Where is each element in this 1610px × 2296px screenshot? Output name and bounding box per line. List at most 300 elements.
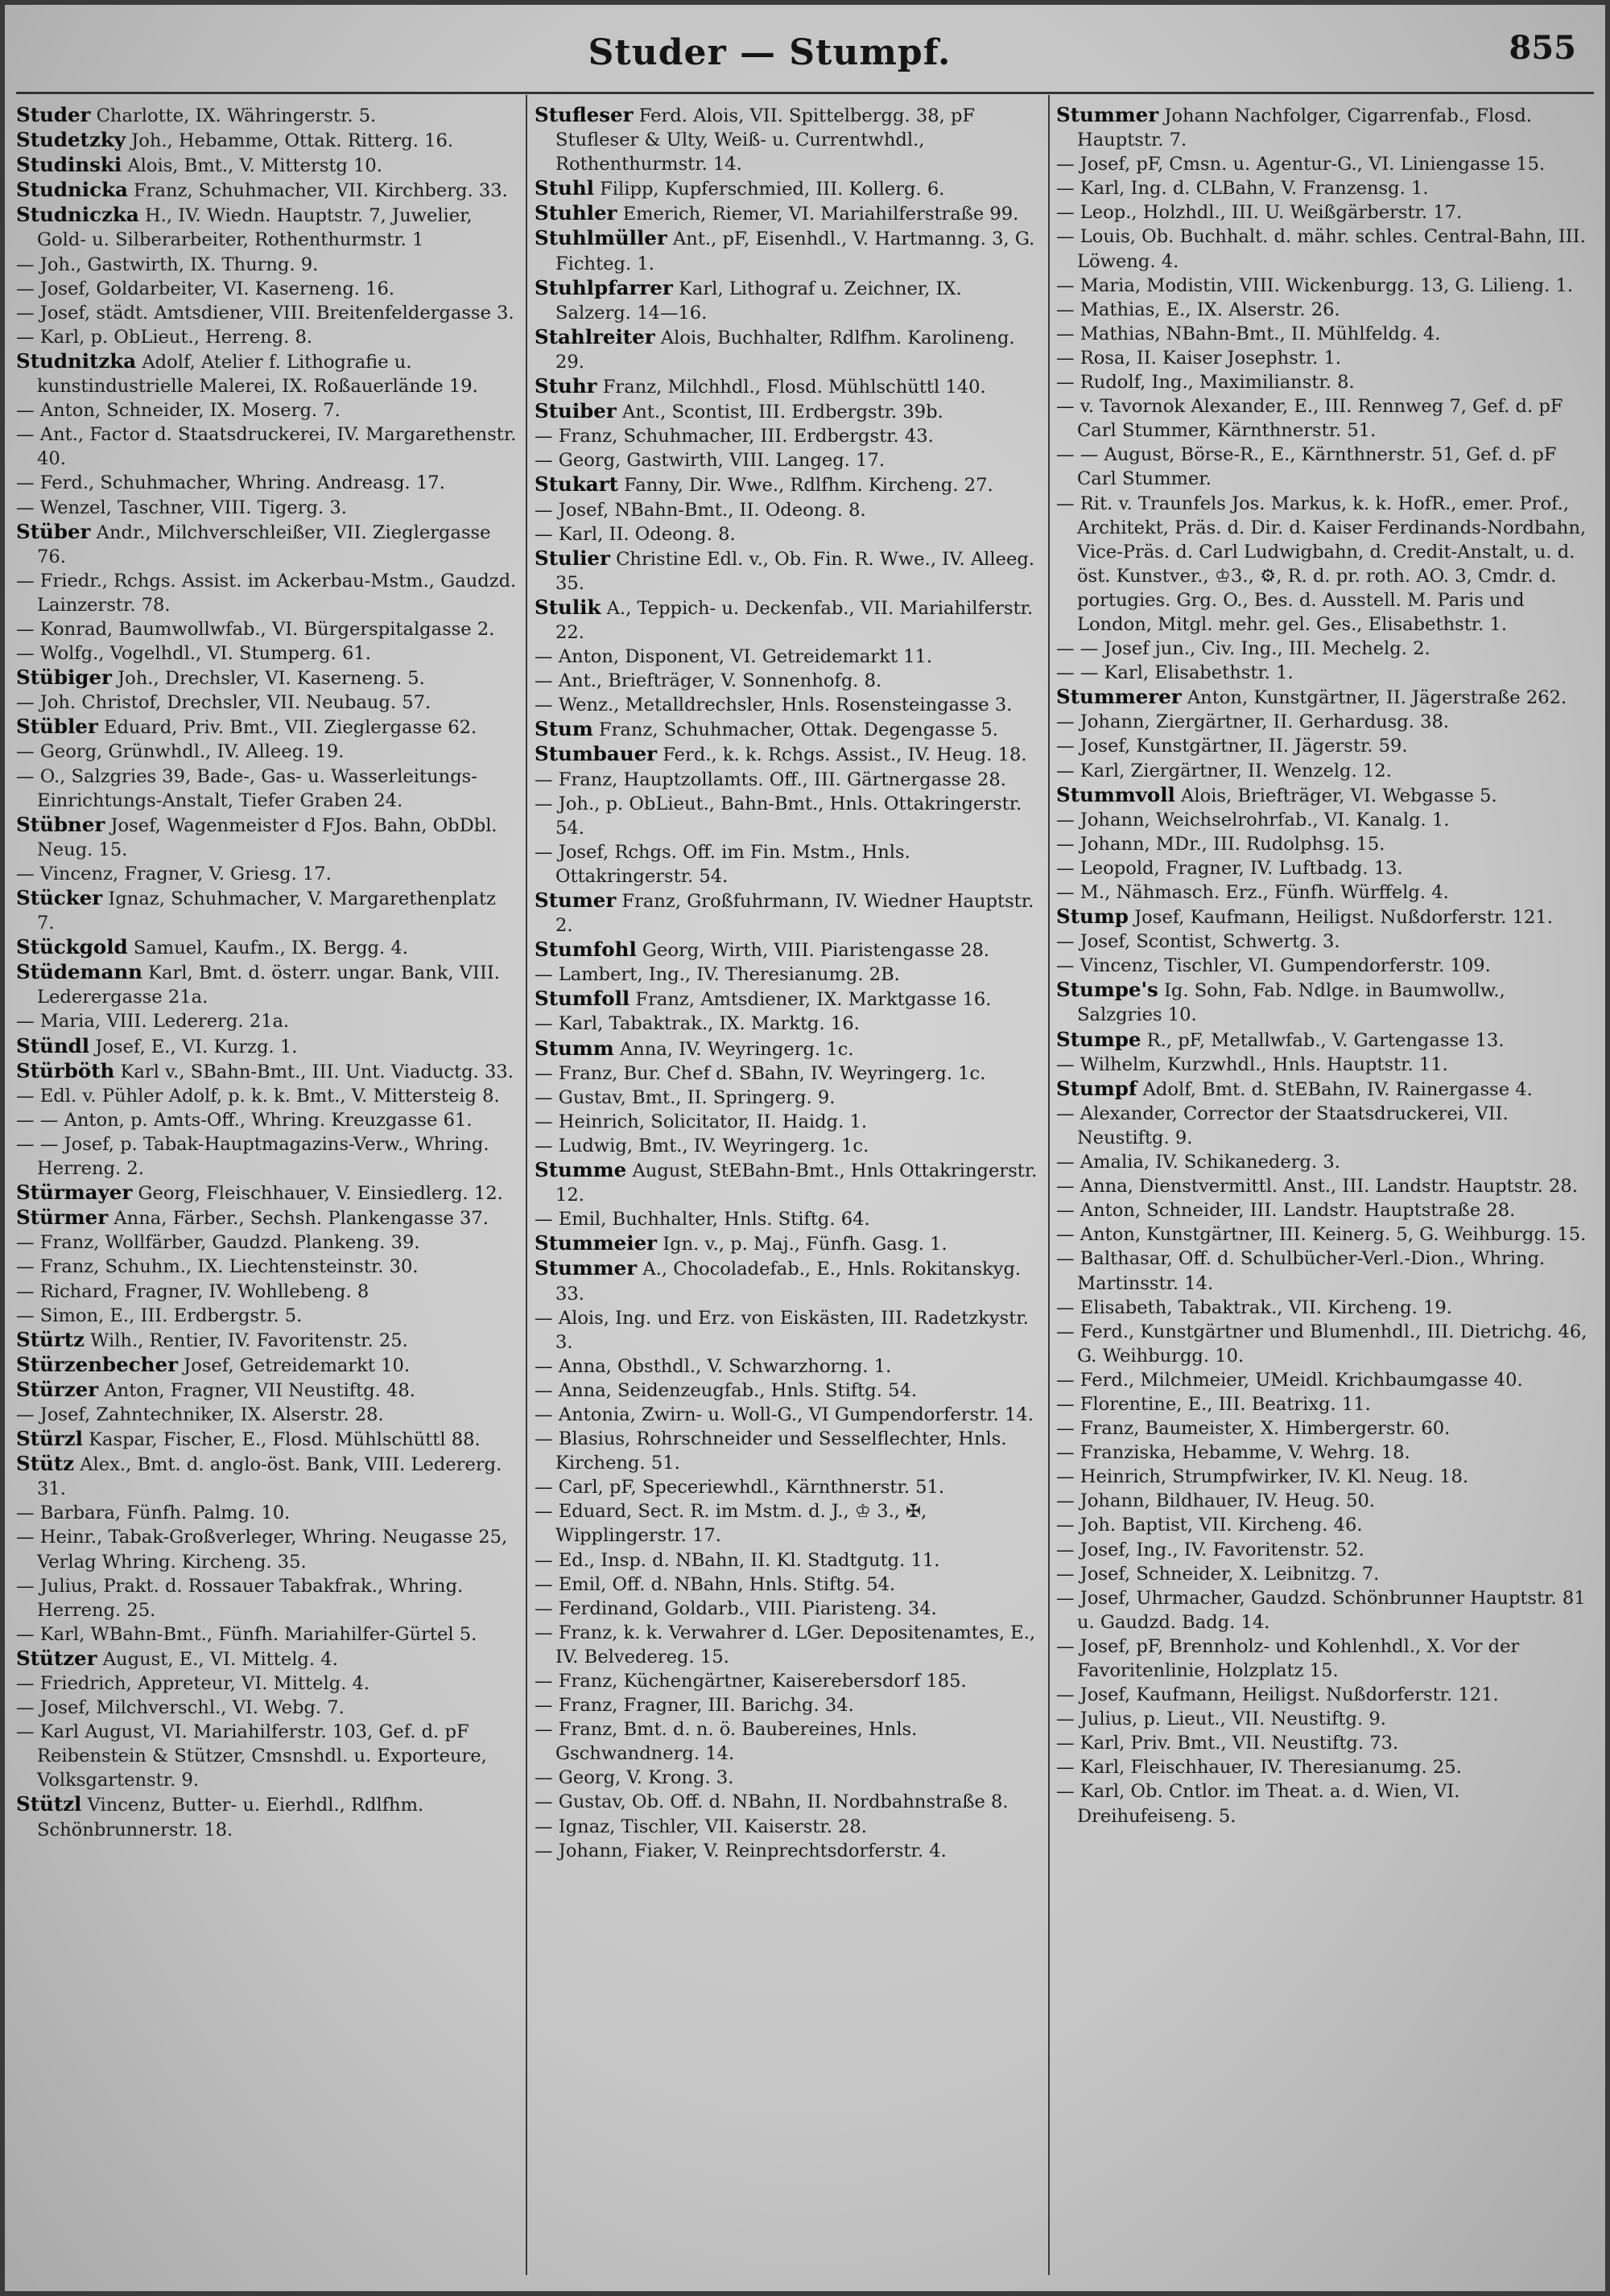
directory-entry — [1056, 1416, 1592, 1441]
directory-entry — [535, 1669, 1040, 1693]
directory-entry — [1056, 1053, 1592, 1077]
entry-details: Christine Edl. v., Ob. Fin. R. Wwe., IV. Alleeg. 35. — [555, 548, 1034, 594]
entry-details: — Joh. Baptist, VII. Kircheng. 46. — [1056, 1515, 1363, 1536]
directory-entry — [1056, 1683, 1592, 1707]
directory-entry — [535, 1475, 1040, 1499]
entry-details: — Franz, k. k. Verwahrer d. LGer. Depositenamtes, E., IV. Belvedereg. 15. — [535, 1622, 1036, 1667]
entry-details: — Josef, Goldarbeiter, VI. Kaserneng. 16. — [16, 278, 395, 299]
entry-surname: Stuhler — [535, 201, 617, 225]
directory-entry — [1056, 1222, 1592, 1247]
entry-details: Anna, Färber., Sechsh. Plankengasse 37. — [108, 1208, 489, 1230]
directory-entry — [16, 1720, 518, 1792]
directory-entry — [535, 1256, 1040, 1305]
entry-details: — Josef, Milchverschl., VI. Webg. 7. — [16, 1697, 345, 1719]
directory-entry — [535, 987, 1040, 1012]
entry-details: — Mathias, NBahn-Bmt., II. Mühlfeldg. 4. — [1056, 323, 1441, 344]
entry-details: — Richard, Fragner, IV. Wohllebeng. 8 — [16, 1280, 369, 1302]
directory-entry — [1056, 394, 1592, 443]
entry-details: — Anton, Schneider, III. Landstr. Hauptstraße 28. — [1056, 1200, 1516, 1222]
entry-details: Johann Nachfolger, Cigarrenfab., Flosd. Hauptstr. 7. — [1077, 105, 1533, 151]
entry-details: — Josef, pF, Cmsn. u. Agentur-G., VI. Liniengasse 15. — [1056, 154, 1546, 175]
entry-details: — Friedr., Rchgs. Assist. im Ackerbau-Mstm., Gaudzd. Lainzerstr. 78. — [16, 570, 517, 616]
entry-surname: Stumfohl — [535, 938, 637, 962]
entry-details: — Karl, Tabaktrak., IX. Marktg. 16. — [535, 1013, 860, 1035]
entry-surname: Stulier — [535, 546, 610, 570]
directory-entry — [535, 498, 1040, 522]
entry-details: Fanny, Dir. Wwe., Rdlfhm. Kircheng. 27. — [617, 475, 993, 497]
page-number: 855 — [1509, 29, 1576, 67]
entry-surname: Stützer — [16, 1646, 97, 1670]
header-rule — [16, 92, 1594, 94]
directory-entry — [1056, 832, 1592, 856]
entry-details: — Franz, Küchengärtner, Kaiserebersdorf 185. — [535, 1671, 967, 1692]
entry-details: — Josef, Kunstgärtner, II. Jägerstr. 59. — [1056, 736, 1408, 757]
entry-details: Anton, Kunstgärtner, II. Jägerstraße 262. — [1181, 687, 1567, 709]
directory-entry — [16, 1132, 518, 1181]
directory-entry — [16, 178, 518, 203]
entry-surname: Studniczka — [16, 203, 139, 227]
entry-details: — Heinrich, Strumpfwirker, IV. Kl. Neug. 18. — [1056, 1466, 1469, 1488]
directory-entry — [535, 226, 1040, 275]
entry-details: — Karl, WBahn-Bmt., Fünfh. Mariahilfer-Gürtel 5. — [16, 1623, 477, 1645]
entry-surname: Stübner — [16, 812, 105, 836]
entry-details: Ferd., k. k. Rchgs. Assist., IV. Heug. 18. — [657, 744, 1027, 766]
entry-surname: Stützl — [16, 1792, 82, 1816]
running-header: Studer — Stumpf. — [588, 32, 952, 73]
directory-entry — [16, 1304, 518, 1328]
entry-details: Adolf, Atelier f. Lithografie u. kunstindustrielle Malerei, IX. Roßauerlände 19. — [37, 351, 478, 398]
directory-entry — [535, 522, 1040, 546]
entry-details: — Joh., p. ObLieut., Bahn-Bmt., Hnls. Ottakringerstr. 54. — [535, 793, 1022, 839]
entry-details: Samuel, Kaufm., IX. Bergg. 4. — [127, 938, 408, 959]
directory-entry — [16, 398, 518, 423]
directory-entry — [16, 813, 518, 862]
entry-surname: Stukart — [535, 472, 618, 497]
entry-details: Wilh., Rentier, IV. Favoritenstr. 25. — [84, 1329, 408, 1351]
entry-details: — Maria, Modistin, VIII. Wickenburgg. 13, G. Lilieng. 1. — [1056, 274, 1574, 296]
entry-details: Josef, Getreidemarkt 10. — [178, 1354, 411, 1376]
entry-details: — Gustav, Ob. Off. d. NBahn, II. Nordbahnstraße 8. — [535, 1791, 1009, 1813]
entry-surname: Stuhr — [535, 374, 597, 398]
entry-details: — Ludwig, Bmt., IV. Weyringerg. 1c. — [535, 1135, 869, 1156]
directory-entry — [535, 645, 1040, 669]
directory-entry — [16, 520, 518, 569]
entry-details: — Karl, Ob. Cntlor. im Theat. a. d. Wien, VI. Dreihufeiseng. 5. — [1056, 1781, 1460, 1827]
directory-entry — [16, 715, 518, 740]
directory-entry — [535, 276, 1040, 325]
directory-entry — [1056, 930, 1592, 954]
directory-entry — [535, 399, 1040, 424]
entry-surname: Stummvoll — [1056, 782, 1175, 806]
directory-entry — [1056, 978, 1592, 1027]
directory-entry — [16, 1009, 518, 1033]
entry-details: — Johann, Weichselrohrfab., VI. Kanalg. 1. — [1056, 809, 1450, 831]
entry-details: — Josef, Uhrmacher, Gaudzd. Schönbrunner Hauptstr. 81 u. Gaudzd. Badg. 14. — [1056, 1587, 1586, 1633]
entry-details: Emerich, Riemer, VI. Mariahilferstraße 99. — [617, 204, 1019, 225]
entry-details: — Franz, Schuhm., IX. Liechtensteinstr. 30. — [16, 1256, 419, 1278]
directory-entry — [1056, 1634, 1592, 1683]
entry-details: — Emil, Buchhalter, Hnls. Stiftg. 64. — [535, 1209, 870, 1230]
directory-entry — [16, 740, 518, 764]
entry-details: — Franz, Wollfärber, Gaudzd. Plankeng. 39. — [16, 1232, 420, 1254]
entry-details: — Josef, Rchgs. Off. im Fin. Mstm., Hnls. Ottakringerstr. 54. — [535, 841, 910, 887]
entry-details: — Konrad, Baumwollwfab., VI. Bürgerspitalgasse 2. — [16, 618, 495, 640]
directory-entry — [1056, 1392, 1592, 1416]
entry-details: — Ferd., Milchmeier, UMeidl. Krichbaumgasse 40. — [1056, 1369, 1523, 1391]
entry-details: — Ignaz, Tischler, VII. Kaiserstr. 28. — [535, 1816, 867, 1837]
entry-details: — Ferdinand, Goldarb., VIII. Piaristeng. 34. — [535, 1597, 937, 1619]
directory-entry — [1056, 783, 1592, 808]
entry-details: — Josef, städt. Amtsdiener, VIII. Breitenfeldergasse 3. — [16, 302, 514, 324]
entry-surname: Stufleser — [535, 103, 634, 126]
directory-entry — [535, 1306, 1040, 1354]
entry-details: — Barbara, Fünfh. Palmg. 10. — [16, 1502, 291, 1524]
entry-surname: Stübler — [16, 715, 98, 739]
directory-entry — [535, 1499, 1040, 1548]
entry-surname: Stübiger — [16, 666, 112, 690]
directory-entry — [535, 1427, 1040, 1475]
directory-entry — [1056, 905, 1592, 930]
directory-entry — [1056, 1489, 1592, 1513]
entry-details: — Simon, E., III. Erdbergstr. 5. — [16, 1305, 303, 1326]
entry-details: — Alois, Ing. und Erz. von Eiskästen, III. Radetzkystr. 3. — [535, 1307, 1029, 1353]
directory-entry — [535, 938, 1040, 963]
entry-details: — Franz, Hauptzollamts. Off., III. Gärtnergasse 28. — [535, 769, 1006, 790]
entry-details: Anna, IV. Weyringerg. 1c. — [613, 1038, 854, 1060]
directory-entry — [535, 1403, 1040, 1427]
entry-details: — O., Salzgries 39, Bade-, Gas- u. Wasserleitungs-Einrichtungs-Anstalt, Tiefer Graben 24. — [16, 765, 477, 811]
entry-details: — Josef, Schneider, X. Leibnitzg. 7. — [1056, 1563, 1380, 1585]
directory-entry — [1056, 1465, 1592, 1489]
directory-entry — [16, 1525, 518, 1573]
directory-entry — [1056, 1102, 1592, 1150]
entry-details: — Blasius, Rohrschneider und Sesselflechter, Hnls. Kircheng. 51. — [535, 1428, 1007, 1474]
entry-details: — Wenz., Metalldrechsler, Hnls. Rosensteingasse 3. — [535, 695, 1013, 716]
directory-entry — [16, 1427, 518, 1452]
entry-details: — Anton, Schneider, IX. Moserg. 7. — [16, 400, 341, 422]
directory-entry — [535, 792, 1040, 840]
entry-details: H., IV. Wiedn. Hauptstr. 7, Juwelier, Gold- u. Silberarbeiter, Rothenthurmstr. 1 — [37, 205, 473, 251]
entry-details: — Julius, Prakt. d. Rossauer Tabakfrak., Whring. Herreng. 25. — [16, 1575, 464, 1621]
directory-entry — [1056, 1538, 1592, 1562]
directory-entry — [16, 253, 518, 277]
entry-details: — Franz, Baumeister, X. Himbergerstr. 60. — [1056, 1418, 1451, 1440]
directory-entry — [535, 472, 1040, 497]
directory-entry — [1056, 880, 1592, 905]
directory-entry — [535, 888, 1040, 938]
entry-details: — Edl. v. Pühler Adolf, p. k. k. Bmt., V. Mittersteig 8. — [16, 1085, 500, 1107]
column-divider — [526, 95, 527, 2275]
entry-surname: Stum — [535, 717, 593, 741]
entry-details: — Joh., Gastwirth, IX. Thurng. 9. — [16, 254, 319, 275]
directory-entry — [1056, 103, 1592, 152]
entry-surname: Stürmayer — [16, 1181, 133, 1205]
entry-details: Adolf, Bmt. d. StEBahn, IV. Rainergasse 4. — [1137, 1078, 1533, 1100]
entry-surname: Stump — [1056, 905, 1129, 929]
directory-entry — [16, 1403, 518, 1427]
directory-entry — [1056, 492, 1592, 637]
entry-details: August, E., VI. Mittelg. 4. — [97, 1648, 338, 1670]
directory-entry — [16, 960, 518, 1009]
entry-details: — Rit. v. Traunfels Jos. Markus, k. k. HofR., emer. Prof., Architekt, Präs. d. Dir. d. Kaiser Ferdinands-Nordbahn, Vice-Präs. d. Carl Ludwigbahn, d. Credit-Anstalt, u. d. öst. Kunstver., ♔3., ⚙, R. d. pr. roth. AO. 3, Cmdr. d. portugies. Grg. O., Bes. d. Ausstell. M. Paris und London, Mitgl. mehr. gel. Ges., Elisabethstr. 1. — [1056, 493, 1587, 635]
entry-details: — Josef, Kaufmann, Heiligst. Nußdorferstr. 121. — [1056, 1684, 1499, 1706]
directory-entry — [535, 717, 1040, 742]
entry-details: — Anna, Dienstvermittl. Anst., III. Landstr. Hauptstr. 28. — [1056, 1176, 1578, 1197]
entry-details: A., Teppich- u. Deckenfab., VII. Mariahilferstr. 22. — [555, 597, 1034, 643]
entry-details: Alois, Briefträger, VI. Webgasse 5. — [1174, 785, 1497, 806]
entry-surname: Stumm — [535, 1036, 614, 1060]
directory-entry — [16, 103, 518, 128]
directory-entry — [1056, 1296, 1592, 1320]
entry-surname: Stummerer — [1056, 685, 1182, 709]
directory-entry — [535, 103, 1040, 176]
entry-details: — Johann, Fiaker, V. Reinprechtsdorferstr. 4. — [535, 1840, 947, 1861]
directory-entry — [1056, 1198, 1592, 1222]
directory-entry — [535, 963, 1040, 987]
directory-entry — [16, 666, 518, 690]
directory-entry — [1056, 152, 1592, 176]
directory-entry — [1056, 443, 1592, 491]
entry-details: — Elisabeth, Tabaktrak., VII. Kircheng. 19. — [1056, 1296, 1452, 1318]
directory-entry — [535, 1134, 1040, 1158]
directory-entry — [1056, 1562, 1592, 1586]
entry-details: — Mathias, E., IX. Alserstr. 26. — [1056, 299, 1340, 320]
column-left — [16, 103, 518, 2283]
entry-details: — v. Tavornok Alexander, E., III. Rennweg 7, Gef. d. pF Carl Stummer, Kärnthnerstr. 51. — [1056, 396, 1563, 442]
entry-details: Ant., Scontist, III. Erdbergstr. 39b. — [616, 402, 943, 423]
entry-details: Andr., Milchverschleißer, VII. Zieglergasse 76. — [37, 521, 491, 567]
directory-entry — [535, 693, 1040, 717]
entry-surname: Stumfoll — [535, 987, 630, 1011]
directory-entry — [16, 1230, 518, 1255]
directory-page — [5, 5, 1605, 2291]
entry-surname: Stürmer — [16, 1206, 109, 1230]
entry-details: — M., Nähmasch. Erz., Fünfh. Würffelg. 4. — [1056, 882, 1449, 903]
directory-entry — [535, 1231, 1040, 1256]
entry-details: — Josef, Zahntechniker, IX. Alserstr. 28. — [16, 1404, 384, 1425]
entry-details: Josef, Wagenmeister d FJos. Bahn, ObDbl. Neug. 15. — [37, 814, 497, 860]
directory-entry — [535, 596, 1040, 645]
directory-entry — [535, 448, 1040, 472]
directory-entry — [16, 496, 518, 520]
entry-details: — Franz, Schuhmacher, III. Erdbergstr. 43. — [535, 426, 934, 447]
entry-details: Ant., pF, Eisenhdl., V. Hartmanng. 3, G. Fichteg. 1. — [555, 229, 1035, 274]
entry-details: Franz, Großfuhrmann, IV. Wiedner Hauptstr. 2. — [555, 891, 1034, 937]
entry-details: — Ferd., Kunstgärtner und Blumenhdl., III. Dietrichg. 46, G. Weihburgg. 10. — [1056, 1321, 1587, 1366]
entry-details: A., Chocoladefab., E., Hnls. Rokitanskyg. 33. — [555, 1259, 1022, 1305]
entry-surname: Stüber — [16, 519, 91, 543]
directory-entry — [535, 1573, 1040, 1597]
entry-details: Alois, Bmt., V. Mitterstg 10. — [122, 155, 382, 177]
entry-surname: Studnicka — [16, 178, 128, 202]
entry-details: — — Anton, p. Amts-Off., Whring. Kreuzgasse 61. — [16, 1109, 473, 1131]
directory-entry — [535, 1110, 1040, 1134]
entry-details: — Karl August, VI. Mariahilferstr. 103, Gef. d. pF Reibenstein & Stützer, Cmsnshdl. u. Exporteure, Volksgartenstr. 9. — [16, 1721, 487, 1791]
directory-entry — [16, 690, 518, 715]
directory-entry — [16, 1206, 518, 1230]
directory-entry — [535, 1815, 1040, 1839]
directory-entry — [16, 1452, 518, 1501]
entry-details: — Franz, Bmt. d. n. ö. Baubereines, Hnls. Gschwandnerg. 14. — [535, 1719, 918, 1765]
entry-details: — Karl, p. ObLieut., Herreng. 8. — [16, 326, 313, 348]
directory-entry — [16, 935, 518, 960]
entry-details: Alois, Buchhalter, Rdlfhm. Karolineng. 29. — [555, 327, 1015, 373]
directory-entry — [16, 1084, 518, 1108]
entry-details: — Karl, Ziergärtner, II. Wenzelg. 12. — [1056, 760, 1392, 781]
directory-entry — [535, 1717, 1040, 1766]
entry-details: Vincenz, Butter- u. Eierhdl., Rdlfhm. Schönbrunnerstr. 18. — [37, 1795, 424, 1841]
directory-entry — [16, 1574, 518, 1622]
entry-details: — Florentine, E., III. Beatrixg. 11. — [1056, 1393, 1371, 1415]
directory-entry — [16, 1672, 518, 1696]
directory-entry — [16, 325, 518, 349]
entry-details: — Maria, VIII. Ledererg. 21a. — [16, 1011, 290, 1033]
entry-surname: Stahlreiter — [535, 324, 655, 348]
directory-entry — [535, 1839, 1040, 1863]
directory-entry — [16, 1059, 518, 1084]
directory-entry — [1056, 1028, 1592, 1053]
directory-entry — [1056, 1077, 1592, 1102]
directory-entry — [16, 1280, 518, 1304]
directory-entry — [16, 617, 518, 641]
entry-details: — — Josef jun., Civ. Ing., III. Mechelg. 2. — [1056, 638, 1430, 660]
entry-details: — Franz, Bur. Chef d. SBahn, IV. Weyringerg. 1c. — [535, 1062, 986, 1084]
column-right — [1056, 103, 1592, 2283]
entry-details: — Wilhelm, Kurzwhdl., Hnls. Hauptstr. 11. — [1056, 1053, 1448, 1075]
entry-surname: Stündl — [16, 1033, 90, 1057]
entry-details: — Anton, Kunstgärtner, III. Keinerg. 5, G. Weihburgg. 15. — [1056, 1224, 1587, 1246]
entry-details: — Julius, p. Lieut., VII. Neustiftg. 9. — [1056, 1709, 1386, 1730]
entry-surname: Stüdemann — [16, 960, 142, 984]
entry-surname: Stumme — [535, 1158, 627, 1182]
directory-entry — [1056, 1150, 1592, 1174]
entry-surname: Stürzer — [16, 1377, 99, 1401]
entry-details: Ignaz, Schuhmacher, V. Margarethenplatz 7. — [37, 888, 496, 934]
entry-details: Kaspar, Fischer, E., Flosd. Mühlschüttl 88. — [82, 1429, 481, 1451]
directory-entry — [16, 862, 518, 886]
directory-entry — [1056, 370, 1592, 394]
directory-entry — [535, 176, 1040, 201]
entry-details: — Anton, Disponent, VI. Getreidemarkt 11. — [535, 646, 933, 668]
entry-details: — Ferd., Schuhmacher, Whring. Andreasg. 17. — [16, 472, 445, 494]
directory-entry — [16, 1647, 518, 1672]
directory-entry — [535, 1158, 1040, 1207]
directory-entry — [16, 1353, 518, 1378]
entry-details: — Georg, Grünwhdl., IV. Alleeg. 19. — [16, 741, 345, 763]
directory-entry — [16, 301, 518, 325]
directory-entry — [1056, 225, 1592, 273]
entry-details: Anton, Fragner, VII Neustiftg. 48. — [98, 1379, 415, 1401]
directory-entry — [535, 1693, 1040, 1717]
entry-surname: Stürzenbecher — [16, 1352, 178, 1376]
directory-entry — [1056, 808, 1592, 832]
entry-details: — Johann, Ziergärtner, II. Gerhardusg. 38. — [1056, 711, 1450, 733]
directory-entry — [1056, 1586, 1592, 1634]
entry-surname: Stummer — [1056, 103, 1159, 126]
directory-entry — [535, 742, 1040, 767]
directory-entry — [535, 1597, 1040, 1621]
directory-entry — [1056, 710, 1592, 734]
directory-entry — [1056, 661, 1592, 685]
directory-entry — [1056, 759, 1592, 783]
directory-entry — [535, 1012, 1040, 1036]
entry-details: Alex., Bmt. d. anglo-öst. Bank, VIII. Ledererg. 31. — [37, 1454, 502, 1500]
entry-surname: Stumer — [535, 888, 617, 912]
directory-entry — [535, 1766, 1040, 1790]
entry-details: — Heinr., Tabak-Großverleger, Whring. Neugasse 25, Verlag Whring. Kircheng. 35. — [16, 1527, 508, 1573]
entry-details: Karl, Lithograf u. Zeichner, IX. Salzerg. 14—16. — [555, 278, 962, 324]
directory-entry — [535, 1379, 1040, 1403]
directory-entry — [535, 768, 1040, 792]
directory-entry — [1056, 1247, 1592, 1295]
directory-entry — [1056, 200, 1592, 225]
directory-entry — [535, 374, 1040, 399]
entry-details: — Karl, II. Odeong. 8. — [535, 523, 736, 545]
directory-entry — [16, 203, 518, 252]
entry-surname: Stücker — [16, 886, 103, 909]
directory-entry — [535, 669, 1040, 693]
directory-entry — [16, 1328, 518, 1353]
directory-entry — [16, 1108, 518, 1132]
entry-details: — Vincenz, Fragner, V. Griesg. 17. — [16, 863, 332, 884]
entry-details: — Ant., Factor d. Staatsdruckerei, IV. Margarethenstr. 40. — [16, 424, 517, 470]
entry-details: — Joh. Christof, Drechsler, VII. Neubaug. 57. — [16, 692, 431, 714]
directory-entry — [1056, 954, 1592, 978]
directory-entry — [535, 325, 1040, 374]
directory-entry — [535, 840, 1040, 888]
directory-entry — [1056, 637, 1592, 661]
entry-details: — Johann, Bildhauer, IV. Heug. 50. — [1056, 1490, 1376, 1512]
directory-entry — [1056, 1174, 1592, 1198]
entry-details: Georg, Fleischhauer, V. Einsiedlerg. 12. — [132, 1183, 503, 1205]
entry-details: — Anna, Seidenzeugfab., Hnls. Stiftg. 54. — [535, 1379, 918, 1401]
entry-details: — Josef, Scontist, Schwertg. 3. — [1056, 931, 1340, 953]
entry-details: — Wenzel, Taschner, VIII. Tigerg. 3. — [16, 497, 347, 518]
entry-surname: Studinski — [16, 153, 122, 177]
directory-entry — [1056, 1755, 1592, 1779]
entry-details: — — August, Börse-R., E., Kärnthnerstr. 51, Gef. d. pF Carl Stummer. — [1056, 444, 1557, 490]
entry-surname: Stumpe — [1056, 1027, 1141, 1051]
entry-details: Karl, Bmt. d. österr. ungar. Bank, VIII. Lederergasse 21a. — [37, 963, 500, 1008]
entry-details: — Josef, pF, Brennholz- und Kohlenhdl., X. Vor der Favoritenlinie, Holzplatz 15. — [1056, 1635, 1520, 1681]
directory-entry — [16, 1696, 518, 1720]
entry-surname: Studnitzka — [16, 348, 137, 373]
entry-surname: Stumbauer — [535, 742, 658, 766]
entry-surname: Stummeier — [535, 1231, 658, 1255]
entry-details: Joh., Drechsler, VI. Kaserneng. 5. — [111, 668, 425, 690]
entry-details: — Alexander, Corrector der Staatsdruckerei, VII. Neustiftg. 9. — [1056, 1103, 1509, 1148]
directory-entry — [1056, 734, 1592, 758]
directory-entry — [1056, 176, 1592, 200]
entry-details: — Josef, Ing., IV. Favoritenstr. 52. — [1056, 1539, 1364, 1560]
directory-entry — [535, 1086, 1040, 1110]
entry-details: — Emil, Off. d. NBahn, Hnls. Stiftg. 54. — [535, 1573, 896, 1595]
directory-entry — [535, 1548, 1040, 1573]
entry-details: Franz, Amtsdiener, IX. Marktgasse 16. — [630, 989, 992, 1011]
entry-surname: Stückgold — [16, 935, 128, 959]
entry-surname: Studer — [16, 103, 91, 126]
directory-entry — [16, 423, 518, 471]
directory-entry — [16, 765, 518, 813]
directory-entry — [1056, 1320, 1592, 1368]
entry-details: — Heinrich, Solicitator, II. Haidg. 1. — [535, 1111, 868, 1132]
entry-details: — Franziska, Hebamme, V. Wehrg. 18. — [1056, 1442, 1410, 1464]
entry-surname: Stuiber — [535, 399, 617, 423]
directory-entry — [16, 886, 518, 935]
entry-details: — Lambert, Ing., IV. Theresianumg. 2B. — [535, 964, 900, 986]
directory-entry — [16, 1378, 518, 1403]
directory-entry — [16, 1792, 518, 1841]
